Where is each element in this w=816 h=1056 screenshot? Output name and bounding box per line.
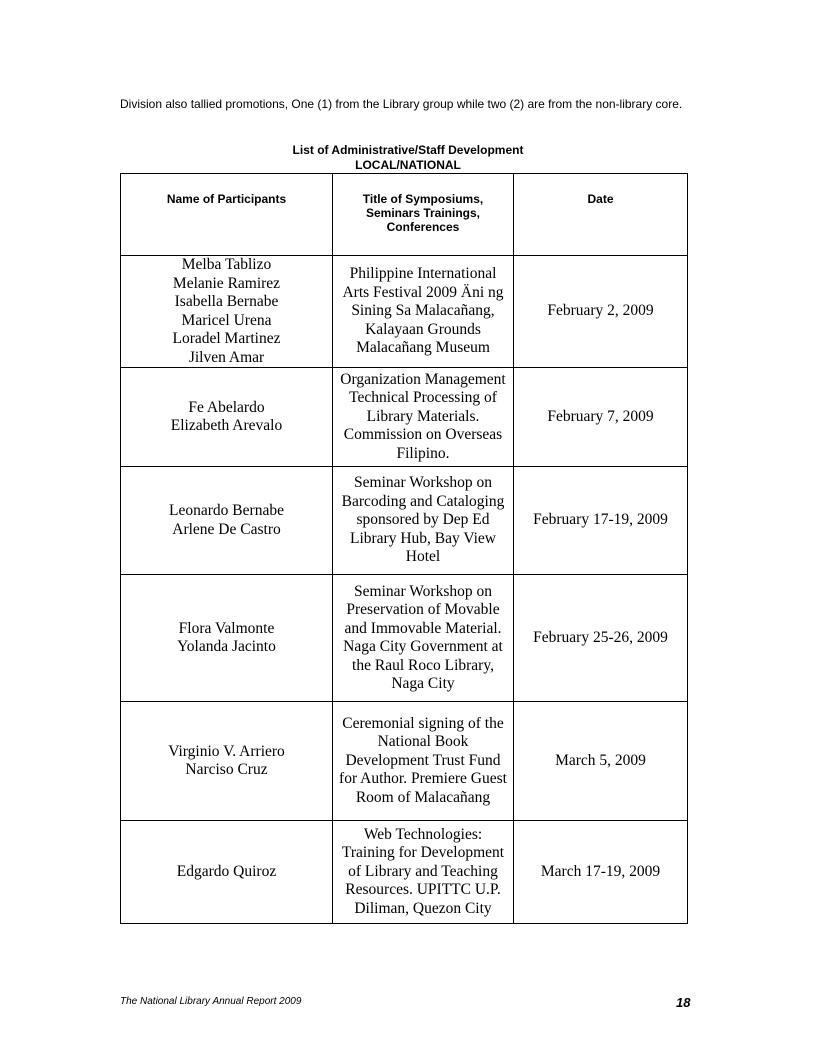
participant-name: Loradel Martinez	[172, 330, 281, 347]
participant-name: Yolanda Jacinto	[177, 638, 276, 655]
column-header-date: Date	[514, 174, 688, 256]
column-header-title: Title of Symposiums, Seminars Trainings, Conferences	[333, 174, 514, 256]
participant-name: Jilven Amar	[188, 348, 265, 366]
event-title-cell: Web Technologies: Training for Development of Library and Teaching Resources. UPITTC U.P. Diliman, Quezon City	[333, 821, 514, 924]
table-row	[121, 368, 688, 467]
table-heading-subtitle: LOCAL/NATIONAL	[355, 158, 461, 172]
event-date-cell: February 17-19, 2009	[514, 467, 688, 575]
event-date-cell: March 17-19, 2009	[514, 821, 688, 924]
participant-name: Elizabeth Arevalo	[170, 417, 283, 434]
participant-name: Leonardo Bernabe	[169, 502, 284, 519]
participants-cell	[121, 821, 333, 924]
column-header-participants: Name of Participants	[121, 174, 333, 256]
event-date-cell: February 25-26, 2009	[514, 575, 688, 702]
intro-paragraph: Division also tallied promotions, One (1) from the Library group while two (2) are from the non-library core.	[120, 97, 683, 111]
table-row	[121, 256, 688, 368]
staff-development-table	[120, 173, 688, 924]
participant-name: Edgardo Quiroz	[176, 862, 277, 880]
table-row	[121, 702, 688, 821]
participant-name: Narciso Cruz	[185, 761, 268, 778]
table-row	[121, 575, 688, 702]
table-heading-title: List of Administrative/Staff Development	[292, 143, 524, 157]
participants-cell	[121, 467, 333, 575]
event-date-cell: February 2, 2009	[514, 256, 688, 368]
participants-cell	[121, 256, 333, 368]
event-title-cell: Organization Management Technical Processing of Library Materials. Commission on Overseas Filipino.	[333, 368, 514, 467]
participants-cell	[121, 702, 333, 821]
participant-name: Fe Abelardo	[188, 398, 265, 416]
participant-name: Isabella Bernabe	[174, 293, 279, 310]
participant-name: Melba Tablizo	[181, 256, 272, 273]
table-heading	[120, 143, 696, 173]
event-title-cell: Seminar Workshop on Preservation of Movable and Immovable Material. Naga City Government at the Raul Roco Library, Naga City	[333, 575, 514, 702]
event-title-cell: Ceremonial signing of the National Book Development Trust Fund for Author. Premiere Guest Room of Malacañang	[333, 702, 514, 821]
participant-name: Maricel Urena	[181, 311, 272, 329]
participant-name: Flora Valmonte	[178, 619, 275, 637]
event-title-cell: Philippine International Arts Festival 2009 Äni ng Sining Sa Malacañang, Kalayaan Grounds Malacañang Museum	[333, 256, 514, 368]
table-header-row	[121, 174, 688, 256]
event-title-cell: Seminar Workshop on Barcoding and Cataloging sponsored by Dep Ed Library Hub, Bay View Hotel	[333, 467, 514, 575]
participant-name: Virginio V. Arriero	[168, 742, 285, 760]
event-date-cell: February 7, 2009	[514, 368, 688, 467]
participants-cell	[121, 575, 333, 702]
participant-name: Arlene De Castro	[172, 520, 281, 538]
event-date-cell: March 5, 2009	[514, 702, 688, 821]
participants-cell	[121, 368, 333, 467]
table-row	[121, 821, 688, 924]
table-row	[121, 467, 688, 575]
footer-report-title: The National Library Annual Report 2009	[120, 996, 302, 1007]
page-number: 18	[676, 995, 691, 1010]
participant-name: Melanie Ramirez	[172, 274, 281, 292]
